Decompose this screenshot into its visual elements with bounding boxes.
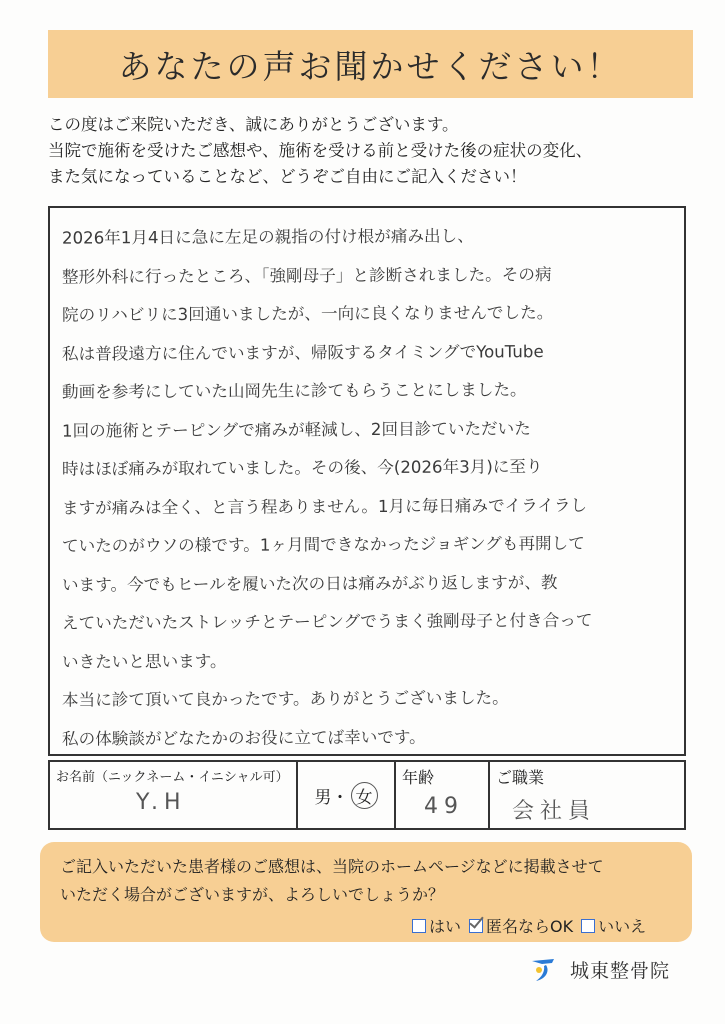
testimonial-line: 1回の施術とテーピングで痛みが軽減し、2回目診ていただいた [61, 418, 531, 441]
clinic-name: 城東整骨院 [570, 959, 671, 982]
respondent-info [48, 760, 686, 830]
testimonial-line: います。今でもヒールを履いた次の日は痛みがぶり返しますが、教 [61, 572, 558, 595]
consent-question-line: いただく場合がございますが、よろしいでしょうか？ [60, 885, 445, 904]
testimonial-line: ていたのがウソの様です。1ヶ月間できなかったジョギングも再開して [61, 533, 585, 556]
testimonial-line: えていただいたストレッチとテーピングでうまく強剛母子と付き合って [61, 610, 593, 633]
testimonial-line: 院のリハビリに3回通いましたが、一向に良くなりませんでした。 [61, 303, 554, 325]
testimonial-line: ますが痛みは全く、と言う程ありません。1月に毎日痛みでイライラし [61, 495, 588, 518]
testimonial-line: 動画を参考にしていた山岡先生に診てもらうことにしました。 [61, 380, 527, 402]
name-label: お名前（ニックネーム・イニシャル可） [56, 770, 289, 785]
age-label: 年齢 [402, 768, 435, 787]
testimonial-line: 私は普段遠方に住んでいますが、帰阪するタイミングでYouTube [61, 341, 544, 364]
job-value: 会社員 [512, 799, 597, 824]
testimonial-box [48, 206, 686, 756]
clinic-logo [528, 953, 670, 985]
testimonial-line: 時はほぼ痛みが取れていました。その後、今(2026年3月)に至り [61, 457, 543, 479]
consent-question-line: ご記入いただいた患者様のご感想は、当院のホームページなどに掲載させて [60, 857, 604, 876]
intro-line: この度はご来院いただき、誠にありがとうございます。 [48, 115, 459, 134]
testimonial-line: 2026年1月4日に急に左足の親指の付け根が痛み出し、 [61, 226, 474, 248]
testimonial-line: 整形外科に行ったところ、「強剛母子」と診断されました。その病 [61, 264, 552, 287]
page-title: あなたの声お聞かせください！ [118, 46, 623, 86]
checkbox-anonymous[interactable] [469, 919, 483, 933]
name-cell [50, 762, 298, 828]
job-label: ご職業 [496, 768, 545, 787]
testimonial-line: いきたいと思います。 [61, 651, 227, 672]
option-yes[interactable] [412, 914, 461, 937]
intro-line: 当院で施術を受けたご感想や、施術を受ける前と受けた後の症状の変化、 [48, 141, 593, 160]
option-no[interactable] [581, 914, 646, 937]
option-yes-label: はい [429, 917, 462, 936]
age-value: 49 [424, 794, 464, 819]
clinic-logo-icon [528, 953, 560, 985]
header-banner [48, 30, 693, 98]
consent-options [412, 914, 646, 937]
testimonial-line: 私の体験談がどなたかのお役に立てば幸いです。 [61, 727, 426, 749]
option-no-label: いいえ [598, 917, 647, 936]
testimonial-line: 本当に診て頂いて良かったです。ありがとうございました。 [61, 688, 509, 710]
gender-female-circled: 女 [351, 782, 378, 809]
age-cell [396, 762, 490, 828]
intro-line: また気になっていることなど、どうぞご自由にご記入ください！ [48, 167, 527, 186]
gender-separator: ・ [331, 787, 349, 808]
option-anonymous[interactable] [469, 914, 573, 937]
job-cell [490, 762, 684, 828]
checkbox-no[interactable] [581, 919, 595, 933]
gender-cell [298, 762, 396, 828]
gender-male: 男 [314, 787, 332, 808]
intro-text [48, 112, 708, 190]
name-value: Y.H [136, 790, 187, 815]
checkbox-yes[interactable] [412, 919, 426, 933]
consent-panel [40, 842, 692, 942]
option-anonymous-label: 匿名ならOK [486, 917, 574, 936]
